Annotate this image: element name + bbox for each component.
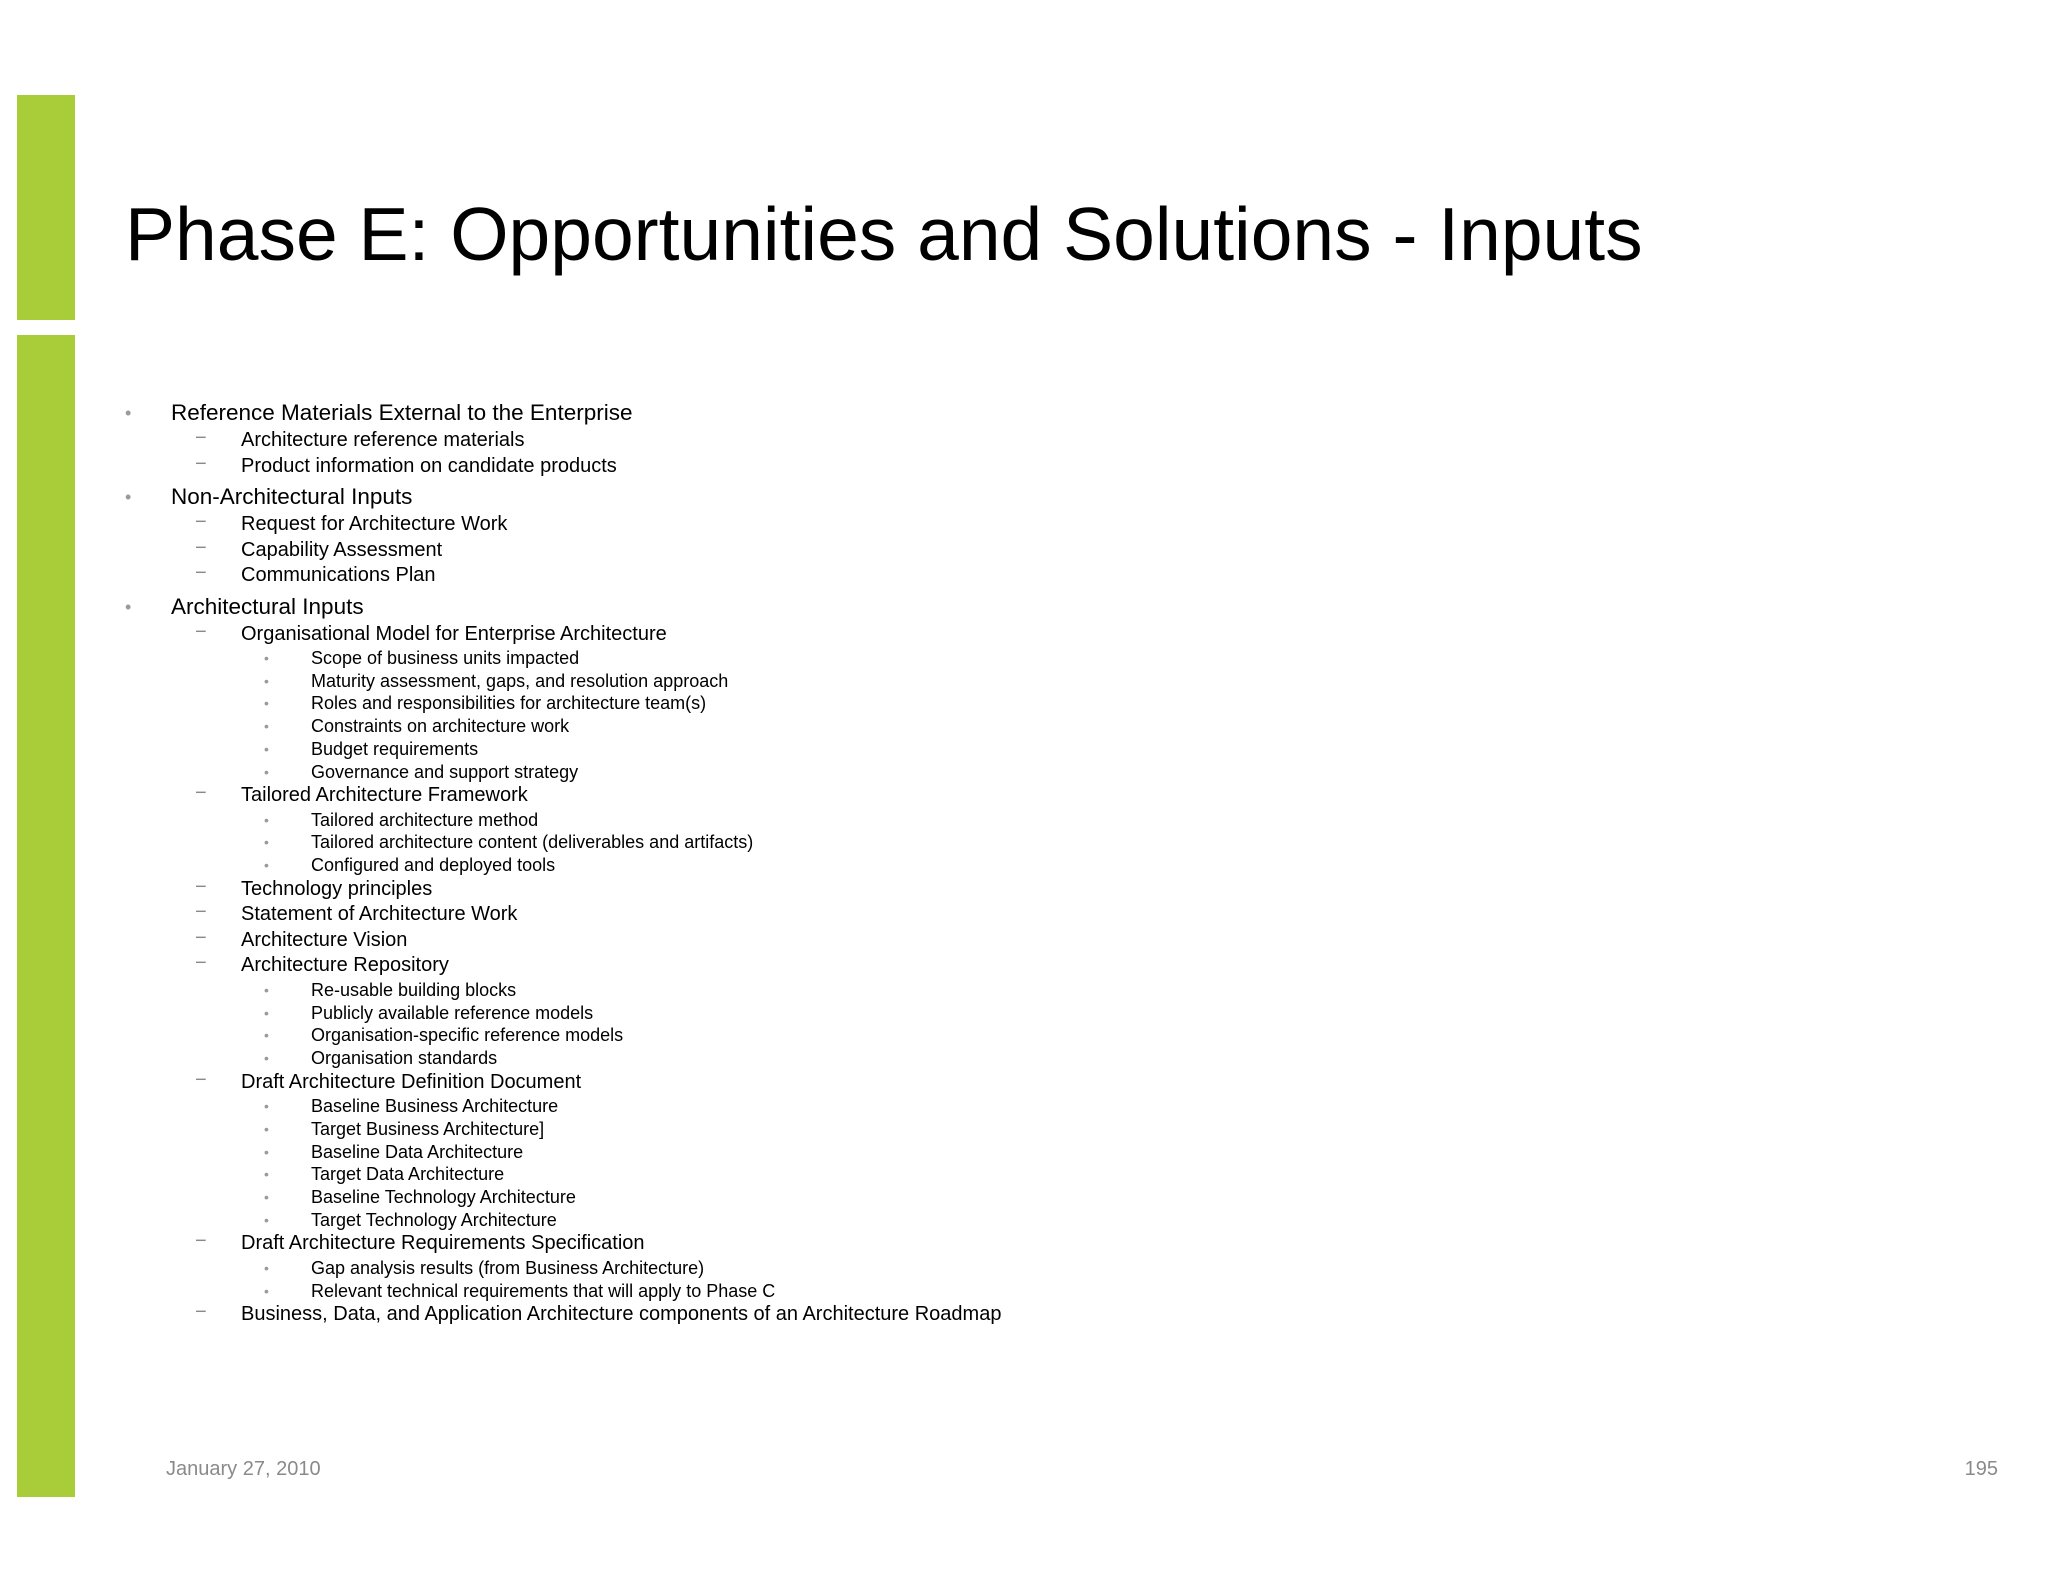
outline-item-level-2 bbox=[0, 512, 1600, 538]
outline-item-level-2 bbox=[0, 428, 1600, 454]
bullet-marker-icon: • bbox=[264, 650, 269, 666]
dash-marker-icon: − bbox=[195, 1301, 207, 1324]
bullet-list-container bbox=[0, 395, 1600, 1328]
outline-item-label: Budget requirements bbox=[311, 738, 479, 759]
outline-item-label: Scope of business units impacted bbox=[311, 648, 580, 668]
outline-item-level-3 bbox=[0, 1280, 1600, 1303]
outline-item-label: Statement of Architecture Work bbox=[241, 903, 518, 926]
outline-item-label: Technology principles bbox=[241, 877, 433, 900]
outline-item-label: Governance and support strategy bbox=[311, 761, 579, 782]
bullet-marker-icon: • bbox=[264, 1004, 269, 1021]
outline-item-label: Baseline Business Architecture bbox=[311, 1096, 559, 1117]
bullet-marker-icon: • bbox=[125, 596, 132, 617]
bullet-marker-icon: • bbox=[264, 1166, 269, 1183]
outline-item-label: Target Data Architecture bbox=[311, 1164, 505, 1185]
outline-item-level-3 bbox=[0, 715, 1600, 738]
outline-item-level-3 bbox=[0, 761, 1600, 784]
outline-item-label: Maturity assessment, gaps, and resolution approach bbox=[311, 670, 729, 691]
outline-item-label: Architecture Vision bbox=[241, 928, 408, 951]
outline-item-label: Tailored Architecture Framework bbox=[241, 784, 528, 807]
outline-item-level-3 bbox=[0, 854, 1600, 877]
bullet-marker-icon: • bbox=[264, 981, 269, 998]
outline-item-level-3 bbox=[0, 1047, 1600, 1070]
dash-marker-icon: − bbox=[195, 782, 207, 805]
outline-sublist bbox=[241, 1257, 1600, 1302]
outline-item-level-2 bbox=[0, 1302, 1600, 1328]
outline-item-label: Baseline Technology Architecture bbox=[311, 1186, 576, 1207]
outline-item-label: Tailored architecture content (deliverables and artifacts) bbox=[311, 832, 754, 853]
outline-item-label: Architecture Repository bbox=[241, 954, 449, 977]
bullet-marker-icon: • bbox=[264, 1282, 269, 1299]
outline-item-level-1 bbox=[0, 592, 1600, 1328]
bullet-marker-icon: • bbox=[264, 740, 269, 757]
outline-item-level-3 bbox=[0, 831, 1600, 854]
outline-item-level-2 bbox=[0, 953, 1600, 1069]
outline-item-level-3 bbox=[0, 692, 1600, 715]
outline-item-level-1 bbox=[0, 482, 1600, 589]
outline-item-label: Publicly available reference models bbox=[311, 1002, 594, 1023]
bullet-marker-icon: • bbox=[264, 1098, 269, 1115]
bullet-marker-icon: • bbox=[264, 857, 269, 874]
outline-item-label: Tailored architecture method bbox=[311, 809, 539, 830]
outline-item-level-3 bbox=[0, 1257, 1600, 1280]
outline-sublist bbox=[241, 647, 1600, 783]
outline-item-label: Constraints on architecture work bbox=[311, 716, 570, 737]
bullet-marker-icon: • bbox=[264, 1049, 269, 1066]
outline-item-label: Organisation standards bbox=[311, 1047, 498, 1068]
outline-list bbox=[0, 398, 1600, 1328]
dash-marker-icon: − bbox=[195, 562, 207, 584]
bullet-marker-icon: • bbox=[264, 834, 269, 851]
outline-sublist bbox=[241, 809, 1600, 877]
dash-marker-icon: − bbox=[195, 452, 207, 475]
bullet-marker-icon: • bbox=[264, 763, 269, 780]
outline-item-label: Target Technology Architecture bbox=[311, 1209, 557, 1230]
outline-item-level-3 bbox=[0, 809, 1600, 832]
page-number: 195 bbox=[1964, 1458, 1998, 1480]
outline-item-level-3 bbox=[0, 1024, 1600, 1047]
bullet-marker-icon: • bbox=[125, 487, 132, 507]
bullet-marker-icon: • bbox=[264, 1143, 269, 1160]
outline-item-level-2 bbox=[0, 1231, 1600, 1302]
bullet-marker-icon: • bbox=[264, 1188, 269, 1205]
outline-item-label: Business, Data, and Application Architecture components of an Architecture Roadmap bbox=[241, 1303, 1002, 1326]
outline-item-label: Draft Architecture Requirements Specification bbox=[241, 1232, 645, 1255]
dash-marker-icon: − bbox=[195, 952, 207, 975]
outline-item-level-2 bbox=[0, 622, 1600, 784]
bullet-marker-icon: • bbox=[264, 811, 269, 828]
outline-item-level-1 bbox=[0, 398, 1600, 479]
outline-item-label: Draft Architecture Definition Document bbox=[241, 1070, 582, 1093]
outline-item-level-3 bbox=[0, 647, 1600, 670]
outline-item-level-3 bbox=[0, 979, 1600, 1002]
bullet-marker-icon: • bbox=[264, 695, 269, 712]
outline-item-level-2 bbox=[0, 902, 1600, 928]
bullet-marker-icon: • bbox=[264, 1259, 269, 1276]
outline-item-level-3 bbox=[0, 1141, 1600, 1164]
outline-item-label: Architecture reference materials bbox=[241, 429, 525, 451]
outline-item-label: Architectural Inputs bbox=[171, 593, 364, 619]
dash-marker-icon: − bbox=[195, 427, 207, 449]
dash-marker-icon: − bbox=[195, 926, 207, 949]
dash-marker-icon: − bbox=[195, 875, 207, 898]
outline-item-level-3 bbox=[0, 670, 1600, 693]
bullet-marker-icon: • bbox=[264, 1027, 269, 1044]
dash-marker-icon: − bbox=[195, 1230, 207, 1253]
outline-item-level-3 bbox=[0, 1095, 1600, 1118]
outline-item-label: Relevant technical requirements that will apply to Phase C bbox=[311, 1280, 776, 1301]
outline-item-level-3 bbox=[0, 738, 1600, 761]
outline-item-label: Request for Architecture Work bbox=[241, 513, 508, 535]
outline-item-label: Non-Architectural Inputs bbox=[171, 484, 413, 509]
outline-item-label: Reference Materials External to the Enterprise bbox=[171, 400, 633, 425]
outline-item-level-3 bbox=[0, 1163, 1600, 1186]
outline-item-label: Product information on candidate products bbox=[241, 454, 617, 477]
accent-bar-top bbox=[17, 95, 75, 320]
dash-marker-icon: − bbox=[195, 1068, 207, 1091]
outline-item-level-2 bbox=[0, 538, 1600, 564]
slide-title: Phase E: Opportunities and Solutions - Inputs bbox=[125, 192, 1643, 276]
dash-marker-icon: − bbox=[195, 511, 207, 533]
outline-item-label: Organisation-specific reference models bbox=[311, 1025, 624, 1046]
bullet-marker-icon: • bbox=[264, 718, 269, 735]
footer-date: January 27, 2010 bbox=[166, 1458, 321, 1480]
bullet-marker-icon: • bbox=[125, 403, 132, 423]
outline-sublist bbox=[171, 512, 1600, 589]
bullet-marker-icon: • bbox=[264, 1211, 269, 1228]
dash-marker-icon: − bbox=[195, 901, 207, 924]
outline-item-level-2 bbox=[0, 1070, 1600, 1232]
outline-item-label: Organisational Model for Enterprise Architecture bbox=[241, 622, 667, 645]
outline-item-label: Gap analysis results (from Business Architecture) bbox=[311, 1257, 705, 1278]
outline-item-label: Roles and responsibilities for architecture team(s) bbox=[311, 693, 707, 714]
outline-item-level-3 bbox=[0, 1186, 1600, 1209]
outline-sublist bbox=[241, 979, 1600, 1070]
bullet-marker-icon: • bbox=[264, 1120, 269, 1137]
outline-item-level-2 bbox=[0, 783, 1600, 877]
outline-item-level-2 bbox=[0, 454, 1600, 480]
outline-item-label: Target Business Architecture] bbox=[311, 1118, 545, 1139]
outline-item-label: Configured and deployed tools bbox=[311, 855, 556, 876]
outline-sublist bbox=[171, 428, 1600, 479]
outline-item-label: Communications Plan bbox=[241, 564, 436, 586]
bullet-marker-icon: • bbox=[264, 672, 269, 689]
outline-item-label: Baseline Data Architecture bbox=[311, 1141, 524, 1162]
outline-item-label: Capability Assessment bbox=[241, 538, 443, 561]
outline-item-level-3 bbox=[0, 1118, 1600, 1141]
outline-item-label: Re-usable building blocks bbox=[311, 979, 517, 1000]
outline-item-level-2 bbox=[0, 928, 1600, 954]
dash-marker-icon: − bbox=[195, 536, 207, 559]
outline-sublist bbox=[171, 622, 1600, 1328]
outline-sublist bbox=[241, 1095, 1600, 1231]
outline-item-level-2 bbox=[0, 877, 1600, 903]
outline-item-level-2 bbox=[0, 563, 1600, 589]
dash-marker-icon: − bbox=[195, 620, 207, 643]
outline-item-level-3 bbox=[0, 1002, 1600, 1025]
outline-item-level-3 bbox=[0, 1209, 1600, 1232]
